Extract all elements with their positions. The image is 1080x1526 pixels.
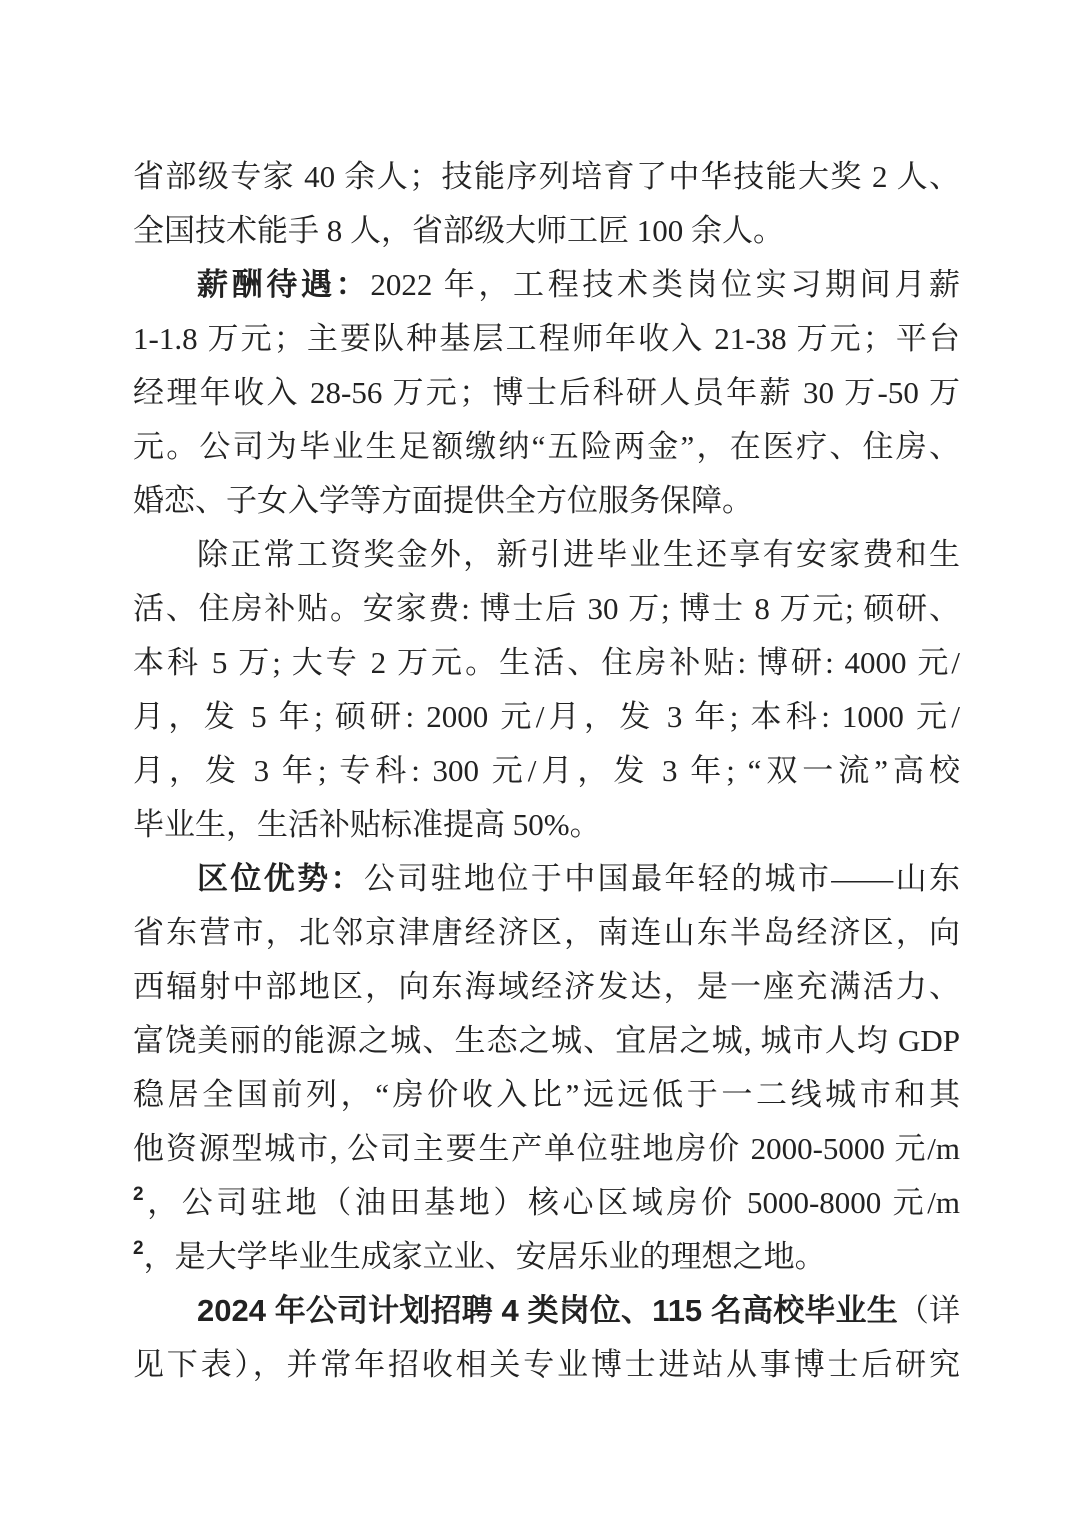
text-line bbox=[133, 366, 960, 420]
text-line bbox=[133, 528, 960, 582]
superscript-2: 2 bbox=[133, 1238, 144, 1259]
text-run: ，公司驻地（油田基地）核心区域房价 5000-8000 元/m bbox=[143, 1185, 961, 1220]
text-run: 除正常工资奖金外，新引进毕业生还享有安家费和生 bbox=[197, 537, 960, 572]
text-line bbox=[133, 1068, 960, 1122]
text-line bbox=[133, 690, 960, 744]
text-line bbox=[133, 582, 960, 636]
text-line bbox=[133, 1284, 960, 1338]
text-line bbox=[133, 636, 960, 690]
text-run: 西辐射中部地区，向东海域经济发达，是一座充满活力、 bbox=[133, 969, 960, 1004]
text-run: 毕业生，生活补贴标准提高 50%。 bbox=[133, 807, 601, 842]
text-run: 元。公司为毕业生足额缴纳“五险两金”，在医疗、住房、 bbox=[133, 429, 960, 464]
text-run: 月，发 3 年; 专科: 300 元/月，发 3 年; “双一流”高校 bbox=[133, 753, 960, 788]
text-line bbox=[133, 744, 960, 798]
text-run: 全国技术能手 8 人，省部级大师工匠 100 余人。 bbox=[133, 213, 784, 248]
text-run: 经理年收入 28-56 万元；博士后科研人员年薪 30 万-50 万 bbox=[133, 375, 960, 410]
text-line bbox=[133, 960, 960, 1014]
section-label: 2024 年公司计划招聘 4 类岗位、115 名高校毕业生 bbox=[197, 1293, 898, 1328]
section-label: 薪酬待遇： bbox=[197, 267, 371, 302]
text-line bbox=[133, 1122, 960, 1176]
section-label: 区位优势： bbox=[197, 861, 364, 896]
text-line bbox=[133, 906, 960, 960]
text-run: 2022 年，工程技术类岗位实习期间月薪 bbox=[370, 267, 960, 302]
text-line bbox=[133, 1338, 960, 1392]
text-line bbox=[133, 1230, 960, 1284]
text-line bbox=[133, 150, 960, 204]
text-run: 他资源型城市, 公司主要生产单位驻地房价 2000-5000 元/m bbox=[133, 1131, 960, 1166]
text-run: 富饶美丽的能源之城、生态之城、宜居之城, 城市人均 GDP bbox=[133, 1023, 960, 1058]
text-line bbox=[133, 852, 960, 906]
text-run: 月，发 5 年; 硕研: 2000 元/月，发 3 年; 本科: 1000 元/ bbox=[133, 699, 960, 734]
text-line bbox=[133, 474, 960, 528]
text-run: 省部级专家 40 余人；技能序列培育了中华技能大奖 2 人、 bbox=[133, 159, 960, 194]
text-run: 1-1.8 万元；主要队种基层工程师年收入 21-38 万元；平台 bbox=[133, 321, 960, 356]
text-run: 本科 5 万; 大专 2 万元。生活、住房补贴: 博研: 4000 元/ bbox=[133, 645, 960, 680]
text-run: 见下表），并常年招收相关专业博士进站从事博士后研究 bbox=[133, 1347, 960, 1382]
text-run: 稳居全国前列，“房价收入比”远远低于一二线城市和其 bbox=[133, 1077, 960, 1112]
text-run: 省东营市，北邻京津唐经济区，南连山东半岛经济区，向 bbox=[133, 915, 960, 950]
text-run: 婚恋、子女入学等方面提供全方位服务保障。 bbox=[133, 483, 753, 518]
superscript-2: 2 bbox=[133, 1184, 144, 1205]
text-line bbox=[133, 798, 960, 852]
text-run: 活、住房补贴。安家费: 博士后 30 万; 博士 8 万元; 硕研、 bbox=[133, 591, 960, 626]
text-line bbox=[133, 1176, 960, 1230]
text-line bbox=[133, 1014, 960, 1068]
text-run: 公司驻地位于中国最年轻的城市——山东 bbox=[363, 861, 960, 896]
text-run: （详 bbox=[897, 1293, 960, 1328]
text-line bbox=[133, 258, 960, 312]
text-line bbox=[133, 420, 960, 474]
document-body bbox=[133, 150, 960, 1392]
text-run: ，是大学毕业生成家立业、安居乐业的理想之地。 bbox=[143, 1239, 826, 1274]
text-line bbox=[133, 312, 960, 366]
text-line bbox=[133, 204, 960, 258]
